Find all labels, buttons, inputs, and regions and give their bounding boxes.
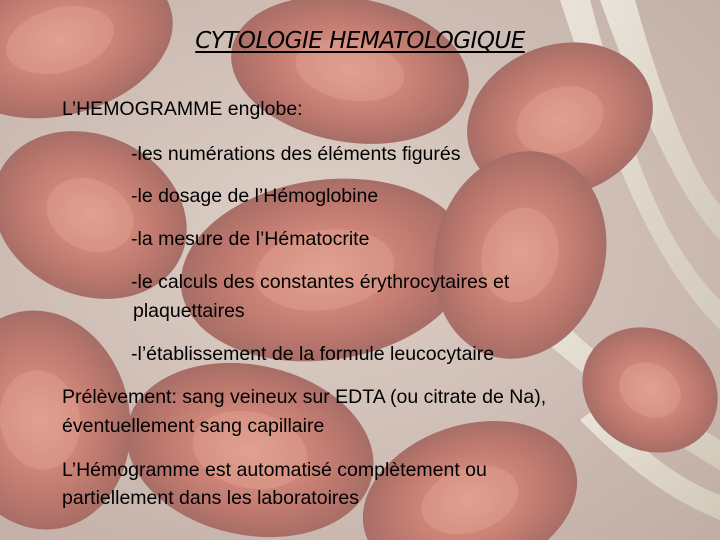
bullet-hemoglobine: -le dosage de l’Hémoglobine (131, 185, 379, 207)
bullet-constantes: -le calculs des constantes érythrocytaires et (131, 271, 510, 293)
intro-line: L’HEMOGRAMME englobe: (62, 98, 303, 120)
paragraph-automatisation: L’Hémogramme est automatisé complètement ou (62, 459, 487, 481)
paragraph-prelevement: Prélèvement: sang veineux sur EDTA (ou citrate de Na), (62, 386, 547, 408)
bullet-hematocrite: -la mesure de l’Hématocrite (131, 228, 370, 250)
paragraph-prelevement-continuation: éventuellement sang capillaire (62, 415, 325, 437)
bullet-constantes-continuation: plaquettaires (133, 300, 245, 322)
slide-title: CYTOLOGIE HEMATOLOGIQUE (195, 28, 525, 54)
paragraph-automatisation-continuation: partiellement dans les laboratoires (62, 487, 359, 509)
bullet-formule-leucocytaire: -l’établissement de la formule leucocytaire (131, 343, 495, 365)
bullet-numerations: -les numérations des éléments figurés (131, 143, 461, 165)
